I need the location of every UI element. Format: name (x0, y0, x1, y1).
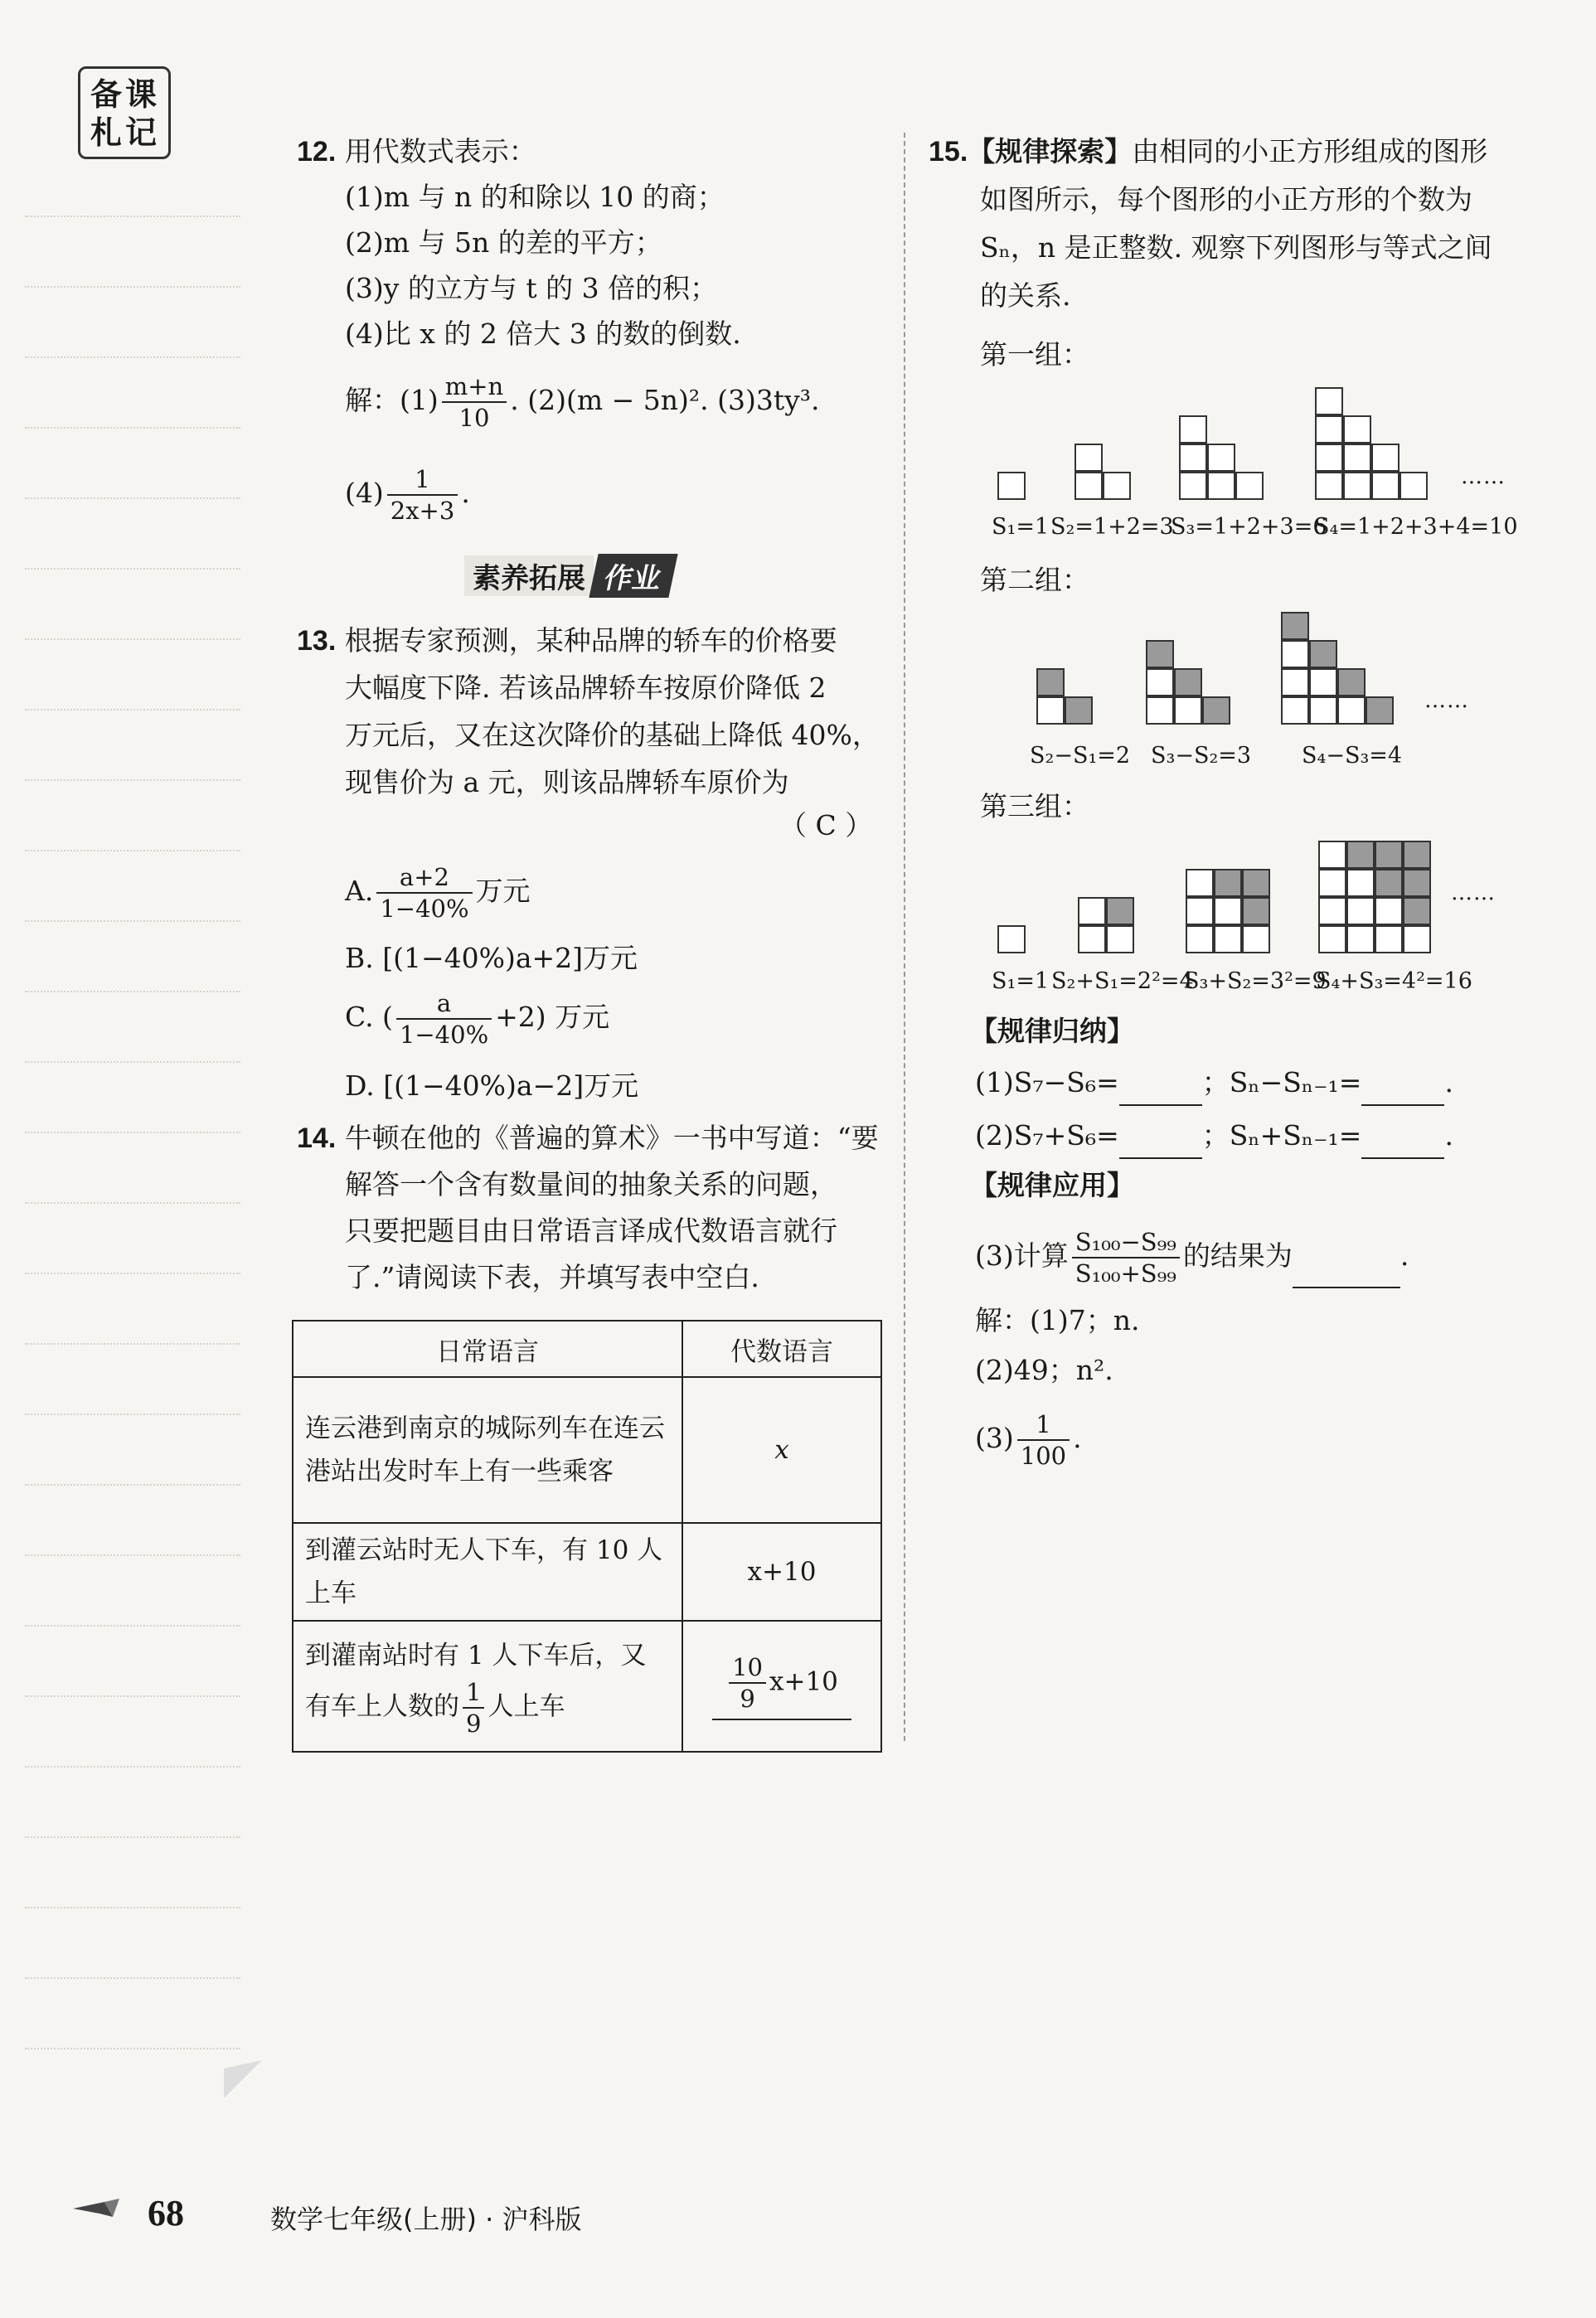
grid-square (1375, 925, 1403, 953)
grid-square (1214, 869, 1242, 897)
grid-square (1366, 696, 1394, 725)
q12-sol1-fraction: $\frac{m+n}{10}$ (442, 371, 507, 433)
grid-square (1318, 925, 1346, 953)
grid-square (1281, 668, 1309, 696)
banner-right: 作业 (589, 554, 677, 598)
q15-solution2: (2)49；n². (975, 1354, 1113, 1386)
group1-title: 第一组： (980, 338, 1089, 371)
q12-sol4-fraction: $\frac{1}{2x+3}$ (387, 464, 458, 526)
book-title: 数学七年级(上册) · 沪科版 (270, 2204, 582, 2235)
q15-line3: Sₙ，n 是正整数. 观察下列图形与等式之间 (980, 231, 1492, 264)
g1-ellipsis: …… (1461, 464, 1506, 489)
g3-label: S₁=1 (992, 968, 1050, 994)
q14-line1: 14. 牛顿在他的《普遍的算术》一书中写道：“要 (297, 1122, 879, 1154)
q13-line1: 13. 根据专家预测，某种品牌的轿车的价格要 (297, 624, 837, 657)
grid-square (1337, 696, 1366, 725)
group2-title: 第二组： (980, 564, 1089, 596)
section-banner (464, 551, 673, 599)
grid-square (1179, 444, 1207, 472)
q15-sub3: (3)计算 $\frac{\text{S₁₀₀−S₉₉}}{\text{S₁₀₀+S₉₉}}$ 的结果为 . (975, 1228, 1409, 1288)
q13-option-b: B. [(1−40%)a+2]万元 (345, 942, 638, 974)
footer-arrow-icon (71, 2197, 121, 2230)
grid-square (1337, 668, 1366, 696)
language-table (292, 1320, 882, 1753)
q15-sol3-fraction: $\frac{1}{100}$ (1017, 1409, 1070, 1471)
grid-square (1103, 472, 1131, 500)
grid-square (1346, 925, 1375, 953)
grid-square (1375, 897, 1403, 925)
grid-square (1403, 869, 1431, 897)
grid-square (1207, 472, 1235, 500)
q13-option-c-fraction: $\frac{a}{1-40\%}$ (396, 988, 492, 1050)
q13-option-c: C. ( $\frac{a}{1-40\%}$ +2) 万元 (345, 989, 610, 1049)
grid-square (1400, 472, 1428, 500)
q13-line3: 万元后，又在这次降价的基础上降低 40%， (345, 719, 880, 751)
table-cell-daily: 连云港到南京的城际列车在连云港站出发时车上有一些乘客 (293, 1377, 682, 1523)
grid-square (1036, 668, 1065, 696)
grid-square (1174, 668, 1202, 696)
q12-part1: (1)m 与 n 的和除以 10 的商； (345, 181, 725, 213)
q15-line4: 的关系. (980, 279, 1071, 312)
margin-note-title: 备课札记 (90, 75, 160, 151)
grid-square (1179, 415, 1207, 444)
table-head-daily: 日常语言 (293, 1321, 682, 1377)
g3-label: S₃+S₂=3²=9 (1184, 968, 1327, 994)
table-cell-algebra: x (682, 1377, 881, 1523)
grid-square (1242, 925, 1270, 953)
q13-option-a: A. $\frac{a+2}{1-40\%}$ 万元 (345, 863, 531, 923)
grid-square (1346, 897, 1375, 925)
q13-option-d: D. [(1−40%)a−2]万元 (345, 1069, 639, 1102)
table-header-row (293, 1321, 881, 1377)
g2-label: S₂−S₁=2 (1030, 743, 1131, 769)
grid-square (1078, 925, 1106, 953)
table-cell-daily: 到灌云站时无人下车，有 10 人上车 (293, 1523, 682, 1621)
grid-square (1343, 415, 1371, 444)
grid-square (1309, 668, 1337, 696)
q14-line2: 解答一个含有数量间的抽象关系的问题， (345, 1168, 837, 1200)
q12-part2: (2)m 与 5n 的差的平方； (345, 226, 662, 259)
table-cell-algebra-answer: $\frac{10}{9}$ x+10 (682, 1621, 881, 1752)
table-cell-algebra: x+10 (682, 1523, 881, 1621)
grid-square (1146, 696, 1174, 725)
grid-square (1371, 444, 1400, 472)
grid-square (1235, 472, 1264, 500)
grid-square (1315, 444, 1343, 472)
q14-line4: 了.”请阅读下表，并填写表中空白. (345, 1261, 759, 1293)
grid-square (1106, 925, 1134, 953)
grid-square (1179, 472, 1207, 500)
induct-title: 【规律归纳】 (970, 1015, 1134, 1047)
grid-square (1346, 841, 1375, 869)
q13-option-a-fraction: $\frac{a+2}{1-40\%}$ (376, 862, 472, 924)
grid-square (1309, 696, 1337, 725)
g2-label: S₄−S₃=4 (1302, 743, 1403, 769)
column-divider (904, 133, 905, 1741)
grid-square (1315, 472, 1343, 500)
grid-square (1403, 925, 1431, 953)
g3-label: S₂+S₁=2²=4 (1051, 968, 1194, 994)
grid-square (1318, 841, 1346, 869)
grid-square (997, 472, 1026, 500)
grid-square (1346, 869, 1375, 897)
grid-square (1375, 841, 1403, 869)
q12-solution-line1: 解：(1) $\frac{m+n}{10}$ . (2)(m − 5n)². (3)3ty³. (345, 372, 820, 432)
g1-label: S₃=1+2+3=6 (1171, 514, 1327, 540)
grid-square (1375, 869, 1403, 897)
table-row (293, 1621, 881, 1752)
table-r3-fraction: $\frac{1}{9}$ (463, 1677, 484, 1738)
grid-square (1214, 897, 1242, 925)
grid-square (1343, 444, 1371, 472)
grid-square (997, 925, 1026, 953)
grid-square (1403, 841, 1431, 869)
grid-square (1207, 444, 1235, 472)
g2-ellipsis: …… (1424, 688, 1469, 713)
q12-part4: (4)比 x 的 2 倍大 3 的数的倒数. (345, 318, 741, 350)
grid-square (1403, 897, 1431, 925)
q13-line4: 现售价为 a 元，则该品牌轿车原价为 (345, 766, 789, 798)
q15-line2: 如图所示，每个图形的小正方形的个数为 (980, 183, 1472, 216)
page-number: 68 (148, 2193, 184, 2233)
grid-square (1214, 925, 1242, 953)
grid-square (1309, 640, 1337, 668)
q15-line1: 15.【规律探索】由相同的小正方形组成的图形 (929, 135, 1488, 167)
corner-decoration (224, 2060, 262, 2098)
q15-sub1: (1)S₇−S₆= ；Sₙ−Sₙ₋₁= . (975, 1060, 1453, 1106)
grid-square (1146, 668, 1174, 696)
g2-label: S₃−S₂=3 (1151, 743, 1252, 769)
grid-square (1242, 869, 1270, 897)
q12-stem: 12. 用代数式表示： (297, 135, 536, 167)
grid-square (1106, 897, 1134, 925)
q13-answer: （ C ） (779, 809, 873, 841)
table-row (293, 1377, 881, 1523)
g1-label: S₁=1 (992, 514, 1050, 540)
g3-ellipsis: …… (1451, 880, 1496, 905)
q12-part3: (3)y 的立方与 t 的 3 倍的积； (345, 272, 718, 304)
margin-note-box (78, 66, 171, 159)
grid-square (1075, 472, 1103, 500)
grid-square (1078, 897, 1106, 925)
banner-left: 素养拓展 (464, 555, 594, 596)
g3-label: S₄+S₃=4²=16 (1316, 968, 1472, 994)
grid-square (1186, 869, 1214, 897)
table-cell-daily: 到灌南站时有 1 人下车后，又有车上人数的 $\frac{1}{9}$ 人上车 (293, 1621, 682, 1752)
grid-square (1343, 472, 1371, 500)
grid-square (1281, 696, 1309, 725)
q13-line2: 大幅度下降. 若该品牌轿车按原价降低 2 (345, 672, 827, 704)
grid-square (1281, 612, 1309, 640)
grid-square (1315, 415, 1343, 444)
group3-title: 第三组： (980, 790, 1089, 822)
q15-sub2: (2)S₇+S₆= ；Sₙ+Sₙ₋₁= . (975, 1113, 1453, 1159)
table-row (293, 1523, 881, 1621)
g1-label: S₄=1+2+3+4=10 (1314, 514, 1518, 540)
grid-square (1186, 925, 1214, 953)
q15-solution3: (3) $\frac{1}{100}$ . (975, 1410, 1082, 1470)
grid-square (1065, 696, 1093, 725)
grid-square (1318, 869, 1346, 897)
g1-label: S₂=1+2=3 (1050, 514, 1174, 540)
grid-square (1371, 472, 1400, 500)
grid-square (1036, 696, 1065, 725)
table-head-algebra: 代数语言 (682, 1321, 881, 1377)
q15-sub3-fraction: $\frac{\text{S₁₀₀−S₉₉}}{\text{S₁₀₀+S₉₉}}$ (1072, 1227, 1180, 1288)
grid-square (1315, 387, 1343, 415)
grid-square (1281, 640, 1309, 668)
grid-square (1242, 897, 1270, 925)
grid-square (1075, 444, 1103, 472)
grid-square (1202, 696, 1230, 725)
grid-square (1174, 696, 1202, 725)
table-answer-fraction: $\frac{10}{9}$ (729, 1652, 766, 1714)
grid-square (1146, 640, 1174, 668)
grid-square (1318, 897, 1346, 925)
apply-title: 【规律应用】 (970, 1169, 1134, 1201)
q15-solution1: 解：(1)7；n. (975, 1304, 1140, 1336)
q12-solution-line2: (4) $\frac{1}{2x+3}$ . (345, 465, 470, 525)
q14-line3: 只要把题目由日常语言译成代数语言就行 (345, 1215, 837, 1247)
grid-square (1186, 897, 1214, 925)
